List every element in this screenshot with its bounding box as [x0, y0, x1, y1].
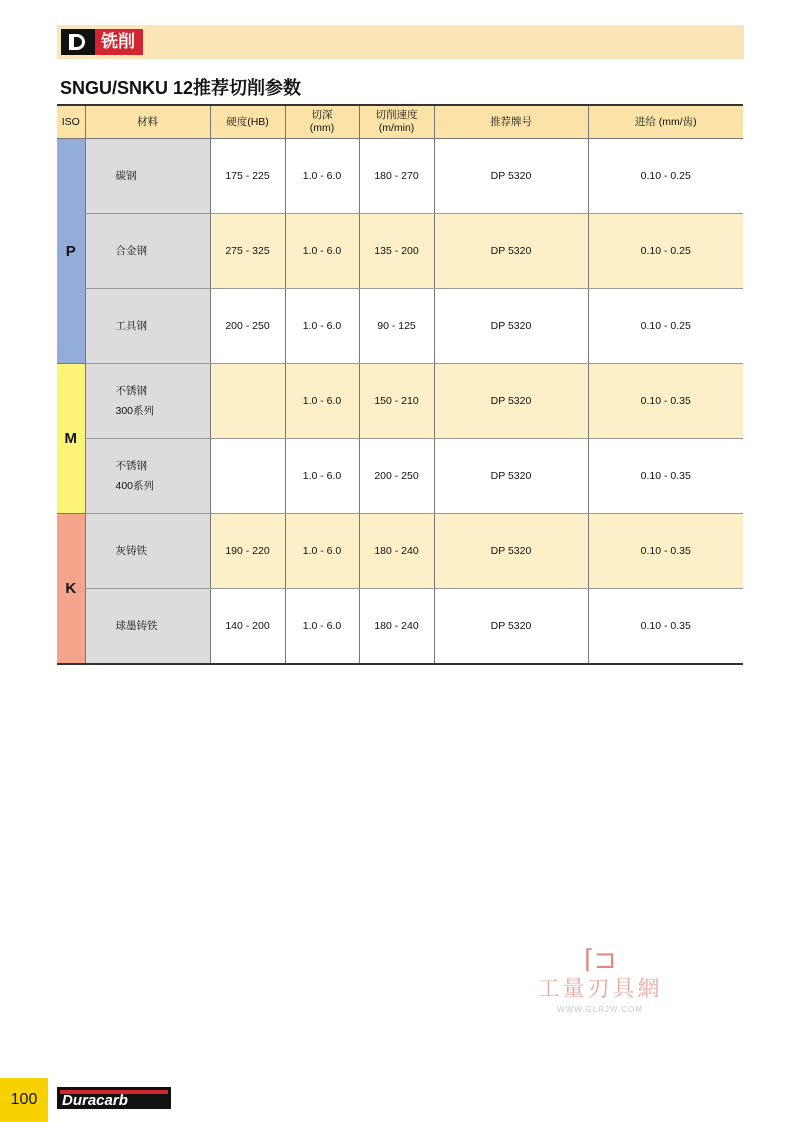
- header-hardness: 硬度(HB): [210, 105, 285, 139]
- header-speed: [359, 105, 434, 139]
- header-feed: 进给 (mm/齿): [588, 105, 743, 139]
- material-cell: 碳钢: [85, 139, 210, 214]
- feed-cell: 0.10 - 0.25: [588, 214, 743, 289]
- material-cell: 灰铸铁: [85, 514, 210, 589]
- material-name: 不锈钢: [115, 385, 147, 397]
- feed-cell: 0.10 - 0.25: [588, 139, 743, 214]
- hardness-cell: [210, 439, 285, 514]
- brand-logo: [57, 1087, 171, 1109]
- table-row: [57, 514, 743, 589]
- grade-cell: DP 5320: [434, 139, 588, 214]
- hardness-cell: 175 - 225: [210, 139, 285, 214]
- grade-cell: DP 5320: [434, 514, 588, 589]
- header-depth-label: 切深: [311, 109, 333, 121]
- material-cell: [85, 364, 210, 439]
- hardness-cell: [210, 364, 285, 439]
- grade-cell: DP 5320: [434, 364, 588, 439]
- depth-cell: 1.0 - 6.0: [285, 364, 359, 439]
- iso-group-p: P: [57, 139, 85, 364]
- depth-cell: 1.0 - 6.0: [285, 139, 359, 214]
- hardness-cell: 140 - 200: [210, 589, 285, 665]
- header-grade: 推荐牌号: [434, 105, 588, 139]
- material-cell: 工具钢: [85, 289, 210, 364]
- header-iso: ISO: [57, 105, 85, 139]
- brand-name: Duracarb: [62, 1092, 128, 1109]
- depth-cell: 1.0 - 6.0: [285, 289, 359, 364]
- feed-cell: 0.10 - 0.35: [588, 514, 743, 589]
- iso-group-m: M: [57, 364, 85, 514]
- depth-cell: 1.0 - 6.0: [285, 214, 359, 289]
- material-series: 300系列: [115, 405, 155, 417]
- hardness-cell: 275 - 325: [210, 214, 285, 289]
- header-speed-unit: (m/min): [378, 122, 415, 134]
- speed-cell: 180 - 240: [359, 589, 434, 665]
- table-row: [57, 364, 743, 439]
- material-cell: [85, 439, 210, 514]
- speed-cell: 180 - 240: [359, 514, 434, 589]
- feed-cell: 0.10 - 0.35: [588, 439, 743, 514]
- hardness-cell: 200 - 250: [210, 289, 285, 364]
- feed-cell: 0.10 - 0.35: [588, 364, 743, 439]
- feed-cell: 0.10 - 0.35: [588, 589, 743, 665]
- speed-cell: 150 - 210: [359, 364, 434, 439]
- header-speed-label: 切削速度: [375, 109, 418, 121]
- grade-cell: DP 5320: [434, 214, 588, 289]
- page-number: 100: [0, 1078, 48, 1122]
- header-depth-unit: (mm): [309, 122, 335, 134]
- section-label: 铣削: [95, 29, 143, 55]
- watermark-url: WWW.GLRJW.COM: [557, 1005, 643, 1014]
- cutting-parameters-table: [57, 104, 743, 665]
- table-row: [57, 139, 743, 214]
- table-row: [57, 589, 743, 665]
- material-cell: 合金钢: [85, 214, 210, 289]
- page-title: SNGU/SNKU 12推荐切削参数: [60, 78, 302, 98]
- depth-cell: 1.0 - 6.0: [285, 589, 359, 665]
- depth-cell: 1.0 - 6.0: [285, 514, 359, 589]
- speed-cell: 180 - 270: [359, 139, 434, 214]
- watermark-logo-icon: ⌈⊐: [584, 945, 616, 975]
- material-name: 不锈钢: [115, 460, 147, 472]
- speed-cell: 135 - 200: [359, 214, 434, 289]
- grade-cell: DP 5320: [434, 289, 588, 364]
- material-cell: 球墨铸铁: [85, 589, 210, 665]
- watermark: [530, 944, 670, 1016]
- table-row: [57, 439, 743, 514]
- header-material: 材料: [85, 105, 210, 139]
- watermark-name: 工量刃具網: [537, 977, 663, 1002]
- speed-cell: 90 - 125: [359, 289, 434, 364]
- feed-cell: 0.10 - 0.25: [588, 289, 743, 364]
- table-row: [57, 214, 743, 289]
- header-depth: [285, 105, 359, 139]
- d-logo-icon: [61, 29, 95, 55]
- material-series: 400系列: [115, 480, 155, 492]
- iso-group-k: K: [57, 514, 85, 665]
- hardness-cell: 190 - 220: [210, 514, 285, 589]
- speed-cell: 200 - 250: [359, 439, 434, 514]
- table-header-row: [57, 105, 743, 139]
- depth-cell: 1.0 - 6.0: [285, 439, 359, 514]
- header-band: [57, 25, 744, 59]
- grade-cell: DP 5320: [434, 439, 588, 514]
- grade-cell: DP 5320: [434, 589, 588, 665]
- table-row: [57, 289, 743, 364]
- section-logo: [61, 29, 143, 55]
